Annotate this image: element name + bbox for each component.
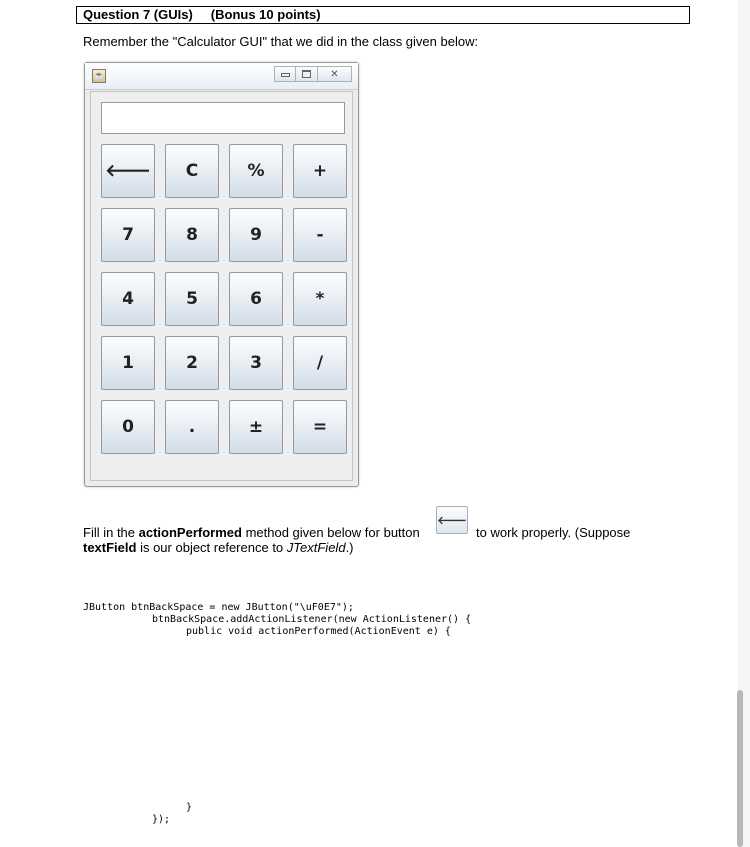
calc-key-0[interactable]: 🡐 [101,144,155,198]
calc-key-10[interactable]: 6 [229,272,283,326]
calc-key-15[interactable]: / [293,336,347,390]
app-icon: ☕ [92,69,106,83]
code-line-1: JButton btnBackSpace = new JButton("\uF0E7"); [83,602,354,613]
class-name: JTextField [286,540,346,555]
method-name: actionPerformed [138,525,242,540]
scrollbar-thumb[interactable] [737,690,743,847]
calculator-display-field[interactable] [101,102,345,134]
calc-key-6[interactable]: 9 [229,208,283,262]
calc-key-14[interactable]: 3 [229,336,283,390]
question-intro: Remember the "Calculator GUI" that we did in the class given below: [83,34,479,49]
code-line-3: public void actionPerformed(ActionEvent e) { [186,626,451,637]
backspace-sample-button: 🡐 [436,506,468,534]
maximize-icon[interactable] [296,66,318,82]
calc-key-18[interactable]: ± [229,400,283,454]
calc-key-4[interactable]: 7 [101,208,155,262]
question-title: Question 7 (GUIs) [83,7,193,22]
minimize-icon[interactable] [274,66,296,82]
calc-key-7[interactable]: - [293,208,347,262]
field-name: textField [83,540,137,555]
calculator-window [84,62,359,487]
calc-key-11[interactable]: * [293,272,347,326]
close-icon[interactable]: ✕ [318,66,352,82]
instruction-line-2: textField is our object reference to JTextField.) [83,540,354,555]
instruction-line-1-end: to work properly. (Suppose [476,525,631,540]
instruction-line-1: Fill in the actionPerformed method given below for button [83,525,420,540]
code-line-5: }); [152,814,171,825]
calc-key-2[interactable]: % [229,144,283,198]
calc-key-13[interactable]: 2 [165,336,219,390]
calculator-panel [90,91,353,481]
calc-key-12[interactable]: 1 [101,336,155,390]
calc-key-1[interactable]: C [165,144,219,198]
calc-key-5[interactable]: 8 [165,208,219,262]
question-header [76,6,690,24]
calc-key-16[interactable]: 0 [101,400,155,454]
code-line-4: } [186,802,193,813]
calc-key-19[interactable]: = [293,400,347,454]
calc-key-3[interactable]: + [293,144,347,198]
window-titlebar[interactable] [85,63,358,90]
question-bonus: (Bonus 10 points) [210,7,321,22]
code-line-2: btnBackSpace.addActionListener(new ActionListener() { [152,614,472,625]
calc-key-9[interactable]: 5 [165,272,219,326]
calc-key-8[interactable]: 4 [101,272,155,326]
calc-key-17[interactable]: . [165,400,219,454]
